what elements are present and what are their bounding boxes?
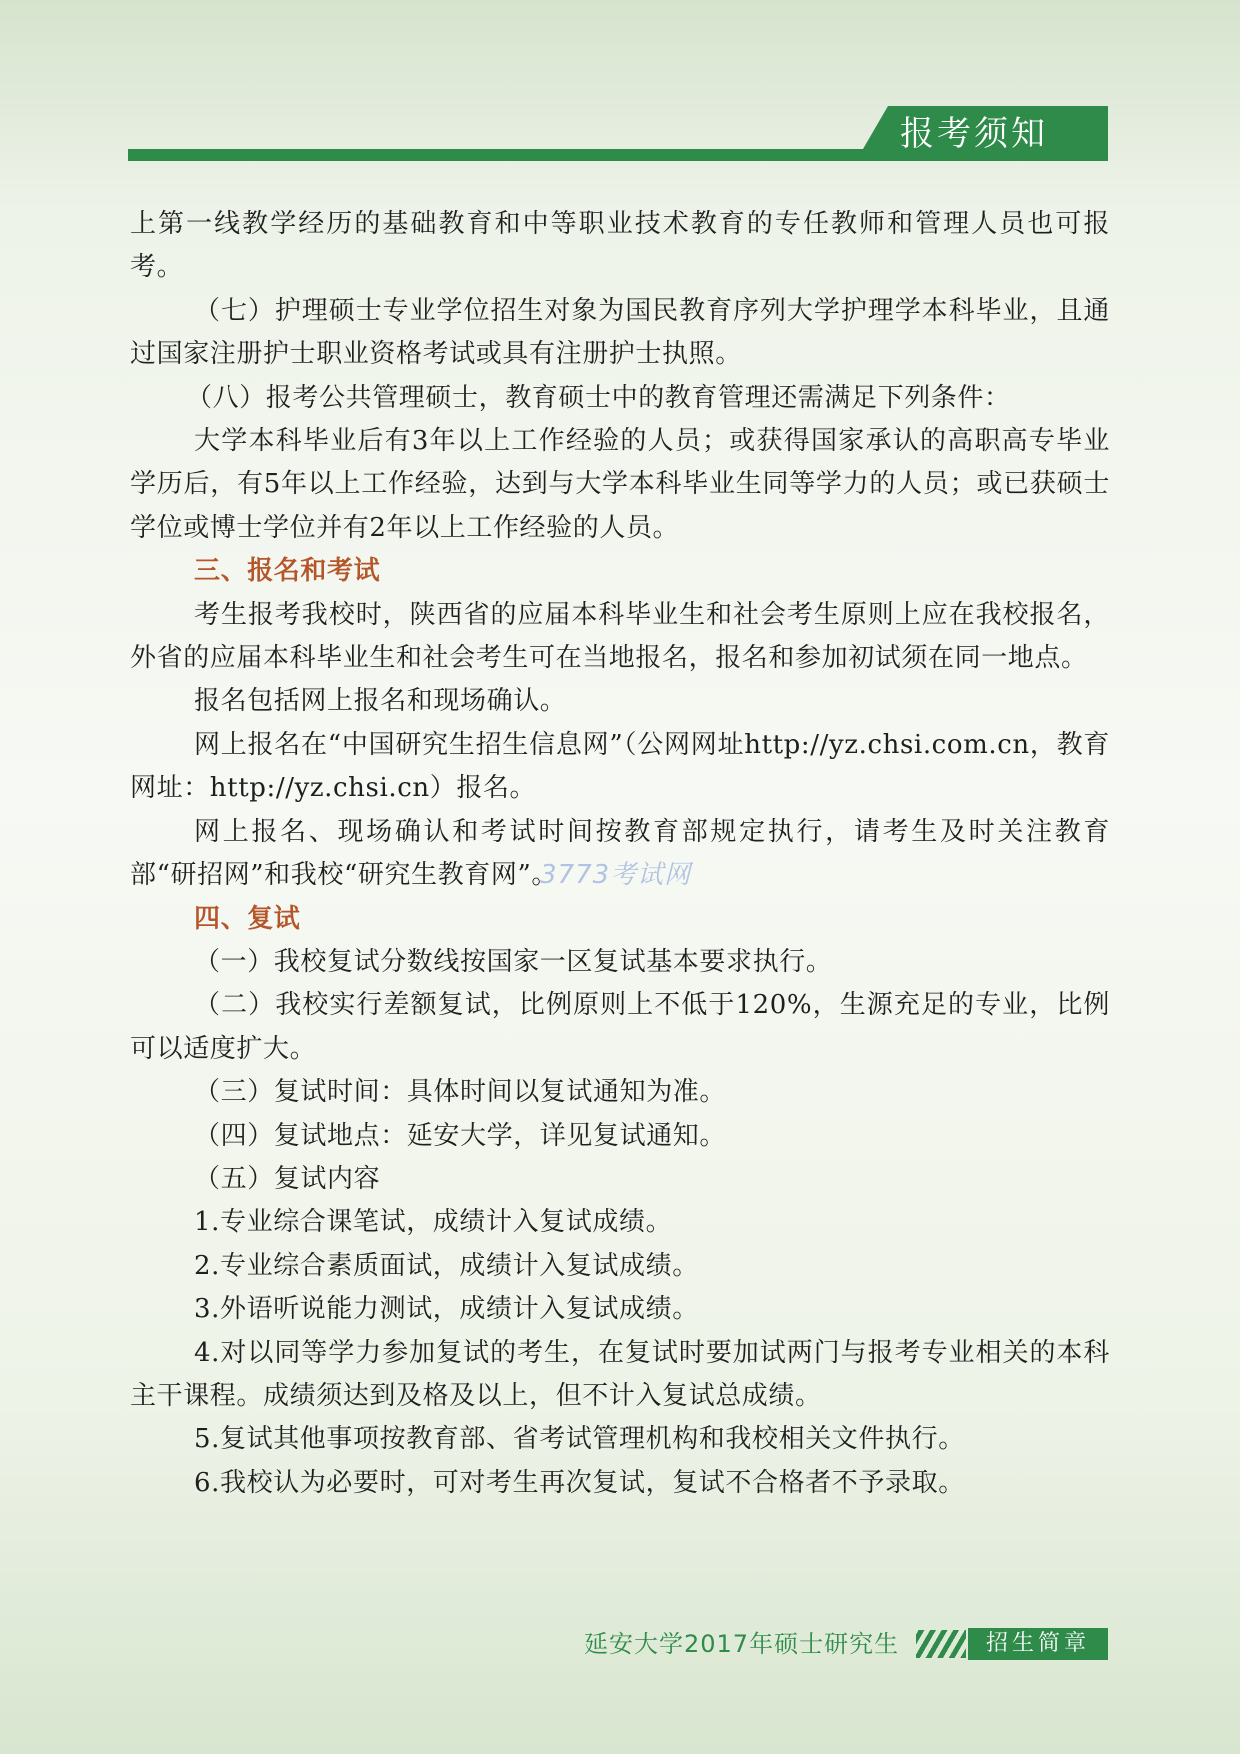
section-heading: 三、报名和考试 <box>194 556 381 587</box>
section-heading: 四、复试 <box>194 903 301 934</box>
list-item: 5.复试其他事项按教育部、省考试管理机构和我校相关文件执行。 <box>194 1424 965 1455</box>
paragraph: 报名包括网上报名和现场确认。 <box>194 686 567 717</box>
paragraph: 考生报考我校时，陕西省的应届本科毕业生和社会考生原则上应在我校报名，外省的应届本科毕业生和社会考生可在当地报名，报名和参加初试须在同一地点。 <box>130 599 1110 674</box>
paragraph: （八）报考公共管理硕士，教育硕士中的教育管理还需满足下列条件： <box>186 382 1011 413</box>
list-item: 1.专业综合课笔试，成绩计入复试成绩。 <box>194 1207 673 1238</box>
body-text <box>130 203 1110 1505</box>
list-item: 2.专业综合素质面试，成绩计入复试成绩。 <box>194 1250 699 1281</box>
paragraph: （二）我校实行差额复试，比例原则上不低于120%，生源充足的专业，比例可以适度扩大。 <box>130 990 1110 1064</box>
list-item: 6.我校认为必要时，可对考生再次复试，复试不合格者不予录取。 <box>194 1467 965 1498</box>
paragraph: （七）护理硕士专业学位招生对象为国民教育序列大学护理学本科毕业，且通过国家注册护士职业资格考试或具有注册护士执照。 <box>130 295 1110 370</box>
footer-brand: 延安大学2017年硕士研究生 <box>584 1630 900 1658</box>
paragraph: 上第一线教学经历的基础教育和中等职业技术教育的专任教师和管理人员也可报考。 <box>130 209 1110 283</box>
paragraph: （五）复试内容 <box>194 1163 381 1194</box>
paragraph: （四）复试地点：延安大学，详见复试通知。 <box>194 1120 727 1151</box>
section-title: 报考须知 <box>900 114 1048 154</box>
footer-badge: 招生简章 <box>968 1628 1108 1660</box>
paragraph: 网上报名在“中国研究生招生信息网”（公网网址http://yz.chsi.com.cn，教育网址：http://yz.chsi.cn）报名。 <box>130 729 1110 804</box>
footer-stripes <box>916 1630 966 1658</box>
paragraph: 网上报名、现场确认和考试时间按教育部规定执行，请考生及时关注教育部“研招网”和我校“研究生教育网”。 <box>130 816 1110 891</box>
list-item: 3.外语听说能力测试，成绩计入复试成绩。 <box>194 1294 699 1325</box>
list-item: 4.对以同等学力参加复试的考生，在复试时要加试两门与报考专业相关的本科主干课程。成绩须达到及格及以上，但不计入复试总成绩。 <box>130 1337 1110 1411</box>
watermark: 3773考试网 <box>540 860 692 890</box>
paragraph: （一）我校复试分数线按国家一区复试基本要求执行。 <box>194 946 833 977</box>
paragraph: （三）复试时间：具体时间以复试通知为准。 <box>194 1077 727 1108</box>
paragraph: 大学本科毕业后有3年以上工作经验的人员；或获得国家承认的高职高专毕业学历后，有5年以上工作经验，达到与大学本科毕业生同等学力的人员；或已获硕士学位或博士学位并有2年以上工作经验的人员。 <box>130 426 1110 543</box>
